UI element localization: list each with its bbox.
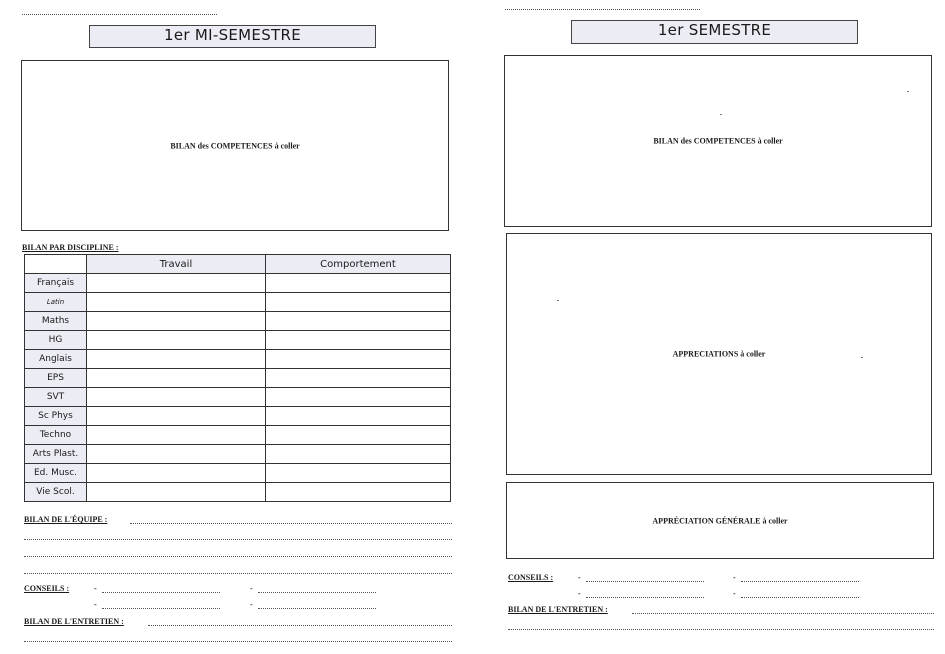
comportement-cell[interactable]	[266, 274, 451, 293]
equipe-line[interactable]	[24, 539, 452, 540]
conseil-line[interactable]	[586, 597, 704, 598]
equipe-line[interactable]	[130, 523, 452, 524]
table-row	[25, 426, 451, 445]
comportement-cell[interactable]	[266, 369, 451, 388]
subject-cell: Arts Plast.	[25, 445, 87, 464]
comportement-cell[interactable]	[266, 312, 451, 331]
comportement-cell[interactable]	[266, 331, 451, 350]
table-row	[25, 350, 451, 369]
subject-cell: Anglais	[25, 350, 87, 369]
bullet: -	[733, 589, 736, 598]
appreciation-generale-box	[506, 482, 934, 559]
column-header: Travail	[87, 255, 266, 274]
page-title: 1er MI-SEMESTRE	[89, 25, 376, 48]
competences-box	[21, 60, 449, 231]
entretien-line[interactable]	[24, 641, 452, 642]
entretien-label: BILAN DE L'ENTRETIEN :	[508, 605, 608, 614]
travail-cell[interactable]	[87, 274, 266, 293]
travail-cell[interactable]	[87, 350, 266, 369]
subject-cell: EPS	[25, 369, 87, 388]
conseil-line[interactable]	[741, 597, 859, 598]
bullet: -	[94, 600, 97, 609]
appreciations-label: APPRECIATIONS à coller	[672, 349, 766, 359]
subject-cell: Techno	[25, 426, 87, 445]
equipe-line[interactable]	[24, 556, 452, 557]
discipline-heading: BILAN PAR DISCIPLINE :	[22, 243, 119, 252]
table-row	[25, 369, 451, 388]
competences-label: BILAN des COMPETENCES à coller	[653, 136, 783, 146]
bullet: -	[578, 589, 581, 598]
comportement-cell[interactable]	[266, 293, 451, 312]
scan-speck	[557, 300, 559, 301]
table-row	[25, 445, 451, 464]
table-row	[25, 312, 451, 331]
travail-cell[interactable]	[87, 331, 266, 350]
travail-cell[interactable]	[87, 388, 266, 407]
subject-cell: Latin	[25, 293, 87, 312]
bullet: -	[578, 573, 581, 582]
subject-cell: Vie Scol.	[25, 483, 87, 502]
travail-cell[interactable]	[87, 445, 266, 464]
subject-cell: Sc Phys	[25, 407, 87, 426]
discipline-table	[24, 254, 451, 502]
subject-cell: SVT	[25, 388, 87, 407]
travail-cell[interactable]	[87, 407, 266, 426]
bullet: -	[250, 600, 253, 609]
appreciations-box	[506, 233, 932, 475]
table-row	[25, 407, 451, 426]
travail-cell[interactable]	[87, 369, 266, 388]
header-blank	[25, 255, 87, 274]
bullet: -	[733, 573, 736, 582]
travail-cell[interactable]	[87, 483, 266, 502]
conseils-label: CONSEILS :	[508, 573, 554, 582]
name-line[interactable]	[505, 9, 700, 10]
comportement-cell[interactable]	[266, 445, 451, 464]
conseil-line[interactable]	[586, 581, 704, 582]
table-row	[25, 293, 451, 312]
scan-speck	[861, 357, 863, 358]
comportement-cell[interactable]	[266, 350, 451, 369]
table-row	[25, 274, 451, 293]
conseil-line[interactable]	[258, 592, 376, 593]
table-row	[25, 331, 451, 350]
conseil-line[interactable]	[258, 608, 376, 609]
equipe-label: BILAN DE L'ÉQUIPE :	[24, 515, 108, 524]
bullet: -	[250, 584, 253, 593]
entretien-label: BILAN DE L'ENTRETIEN :	[24, 617, 124, 626]
column-header: Comportement	[266, 255, 451, 274]
entretien-line[interactable]	[508, 629, 934, 630]
entretien-line[interactable]	[148, 625, 452, 626]
conseil-line[interactable]	[102, 608, 220, 609]
scan-speck	[907, 91, 909, 92]
travail-cell[interactable]	[87, 293, 266, 312]
comportement-cell[interactable]	[266, 483, 451, 502]
table-row	[25, 464, 451, 483]
subject-cell: Ed. Musc.	[25, 464, 87, 483]
travail-cell[interactable]	[87, 426, 266, 445]
entretien-line[interactable]	[632, 613, 934, 614]
comportement-cell[interactable]	[266, 426, 451, 445]
subject-cell: HG	[25, 331, 87, 350]
equipe-line[interactable]	[24, 573, 452, 574]
conseil-line[interactable]	[102, 592, 220, 593]
table-header-row	[25, 255, 451, 274]
table-row	[25, 483, 451, 502]
subject-cell: Maths	[25, 312, 87, 331]
page-title: 1er SEMESTRE	[571, 20, 858, 44]
appreciation-generale-label: APPRÉCIATION GÉNÉRALE à coller	[652, 516, 788, 525]
comportement-cell[interactable]	[266, 388, 451, 407]
competences-box	[504, 55, 932, 227]
name-line[interactable]	[22, 14, 217, 15]
comportement-cell[interactable]	[266, 407, 451, 426]
comportement-cell[interactable]	[266, 464, 451, 483]
bullet: -	[94, 584, 97, 593]
travail-cell[interactable]	[87, 312, 266, 331]
subject-cell: Français	[25, 274, 87, 293]
travail-cell[interactable]	[87, 464, 266, 483]
conseil-line[interactable]	[741, 581, 859, 582]
scan-speck	[720, 114, 722, 115]
table-row	[25, 388, 451, 407]
competences-label: BILAN des COMPETENCES à coller	[170, 141, 300, 150]
conseils-label: CONSEILS :	[24, 584, 70, 593]
